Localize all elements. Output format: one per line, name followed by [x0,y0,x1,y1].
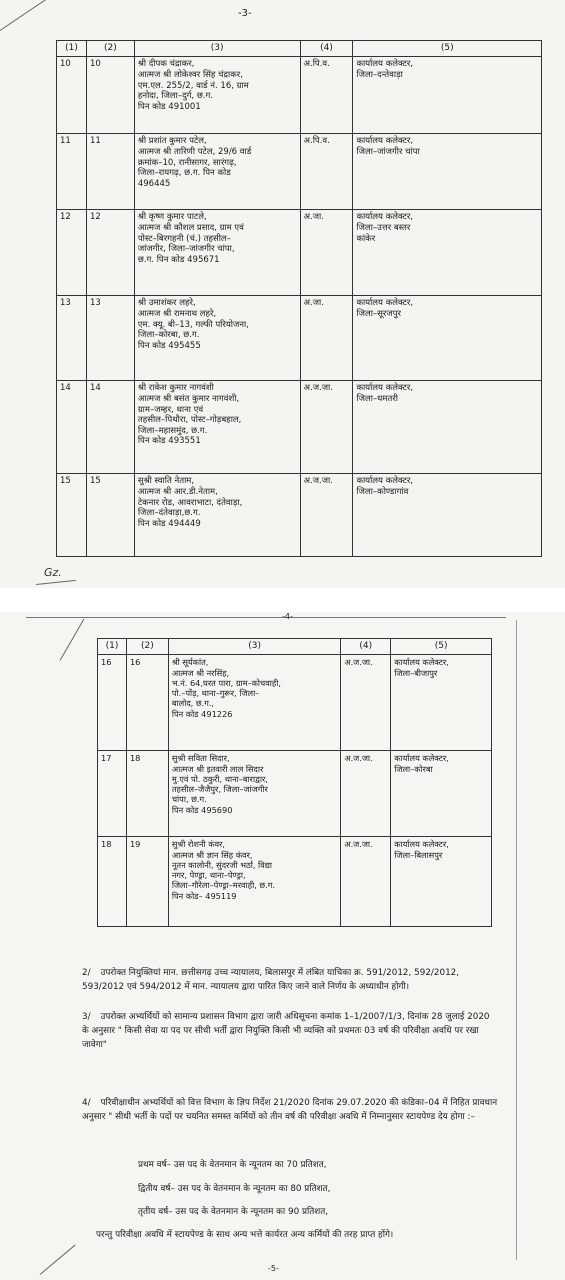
posting-office-cell [353,474,542,557]
office-line: जिला–दन्तेवाड़ा [356,69,403,80]
merit-number-cell: 13 [86,296,134,381]
merit-number-cell: 10 [86,57,134,134]
paragraph-4 [82,1096,498,1124]
address-line: भ.नं. 64,घरत पारा, ग्राम–कोचवाही, [171,677,281,688]
table-row [57,474,542,557]
footer-page-number: -5- [268,1264,279,1273]
posting-office-cell [353,134,542,210]
pin-code: पिन कोड 494449 [137,518,201,529]
category-cell: अ.पि.व. [300,57,353,134]
col-header-3: (3) [134,41,300,57]
address-line: एम. क्यू. बी–13, गल्फी परियोजना, [137,319,249,330]
col-header-1: (1) [98,639,127,655]
posting-office-cell [391,655,492,751]
paragraph-number: 4/ [82,1098,91,1108]
candidate-table-1 [56,40,542,557]
category-cell: अ.ज.जा. [300,474,353,557]
table-row [57,210,542,296]
category-cell: अ.जा. [300,296,353,381]
col-header-2: (2) [126,639,168,655]
candidate-table-2 [97,638,492,927]
serial-number-cell: 10 [57,57,87,134]
col-header-4: (4) [300,41,353,57]
category-cell: अ.ज.जा. [341,655,391,751]
office-line: कार्यालय कलेक्टर, [356,212,414,223]
office-line: जिला–सूरजपुर [356,308,401,319]
document-page-1 [0,0,565,588]
address-line: जिला–रायगढ़, छ.ग. पिन कोड [137,168,231,179]
posting-office-cell [391,837,492,927]
candidate-details-cell [134,296,300,381]
paragraph-text: उपरोक्त नियुक्तियां मान. छत्तीसगढ़ उच्च न्यायालय, बिलासपुर में लंबित याचिका क्र. 591/2012, 592/2012, 593/2012 एवं 594/2012 में मान. न्यायालय द्वारा पारित किए जाने वाले निर्णय के अध्याधीन होगी। [82,968,460,992]
posting-office-cell [353,210,542,296]
address-line: जिला–महासमुंद, छ.ग. [137,425,208,436]
address-line: जांजगीर, जिला–जांजगीर चांपा, [137,244,235,255]
table-header-row [98,639,492,655]
page-number: -4- [282,612,293,621]
address-line: पोस्ट–बिरगहनी (चं.) तहसील– [137,233,231,244]
address-line: आत्मज श्री तारिणी पटेल, 29/6 वार्ड [137,146,252,157]
paragraph-number: 2/ [82,968,91,978]
page-right-edge [516,620,517,1260]
page-fold-line [60,619,85,661]
office-line: कार्यालय कलेक्टर, [356,136,414,147]
col-header-2: (2) [86,41,134,57]
candidate-details-cell [168,837,340,927]
office-line: कार्यालय कलेक्टर, [356,476,414,487]
posting-office-cell [353,381,542,474]
stipend-year-2: द्वितीय वर्ष– उस पद के वेतनमान के न्यूनतम का 80 प्रतिशत, [138,1184,331,1194]
address-line: आत्मज श्री लोकेश्वर सिंह चंद्राकर, [137,69,243,80]
merit-number-cell: 18 [126,751,168,837]
posting-office-cell [353,296,542,381]
col-header-3: (3) [168,639,340,655]
table-row [57,134,542,210]
page-number: -3- [238,8,252,19]
address-line: हनोदा, जिला–दुर्ग, छ.ग. [137,91,213,102]
address-line: जिला–गौरेला–पेण्ड्रा–मरवाही, छ.ग. [171,880,275,891]
office-line: कार्यालय कलेक्टर, [356,59,414,70]
office-line: कांकेर [356,233,376,244]
address-line: आत्मज श्री बसंत कुमार नागवंशी, [137,393,240,404]
signature-stroke [36,580,76,585]
table-row [98,837,492,927]
address-line: सुश्री सविता सिदार, [171,753,230,764]
category-cell: अ.ज.जा. [341,751,391,837]
paragraph-text: उपरोक्त अभ्यर्थियों को सामान्य प्रशासन विभाग द्वारा जारी अधिसूचना कमांक 1–1/2007/1/3, दिनांक 28 जुलाई 2020 के अनुसार " किसी सेवा या पद पर सीधी भर्ती द्वारा नियुक्ति किसी भी व्यक्ति को प्रथमतः 03 वर्ष की परिवीक्षा अवधि पर रखा जावेगा" [82,1012,490,1050]
col-header-1: (1) [57,41,87,57]
office-line: जिला–कोण्डागांव [356,486,409,497]
pin-code: पिन कोड 491001 [137,101,201,112]
paragraph-text: परिवीक्षाधीन अभ्यर्थियों को वित्त विभाग के ज्ञिप निर्देश 21/2020 दिनांक 29.07.2020 की कंडिका–04 में निहित प्रावधान अनुसार " सीधी भर्ती के पदों पर चयनित समस्त कर्मियों को तीन वर्ष की परिवीक्षा अवधि में निम्नानुसार स्टायपेण्ड देय होगा :– [82,1098,498,1122]
paragraph-3 [82,1010,498,1052]
office-line: कार्यालय कलेक्टर, [394,657,449,668]
address-line: श्री सूर्यकांत, [171,657,209,668]
address-line: सुश्री स्वाति नेताम, [137,476,195,487]
merit-number-cell: 19 [126,837,168,927]
category-cell: अ.ज.जा. [300,381,353,474]
serial-number-cell: 14 [57,381,87,474]
table-row [57,296,542,381]
serial-number-cell: 18 [98,837,127,927]
office-line: कार्यालय कलेक्टर, [394,753,449,764]
address-line: तहसील–जैजैपुर, जिला–जांजगीर [171,784,268,794]
pin-code: पिन कोड– 495119 [171,890,237,901]
serial-number-cell: 12 [57,210,87,296]
serial-number-cell: 13 [57,296,87,381]
address-line: बालोद, छ.ग., [171,698,215,709]
address-line: आत्मज श्री कौशल प्रसाद, ग्राम एवं [137,222,244,233]
stipend-year-3: तृतीय वर्ष– उस पद के वेतनमान के न्यूनतम का 90 प्रतिशत, [138,1207,329,1217]
address-line: आत्मज श्री इतवारी लाल सिदार [171,763,264,774]
initials-signature: Gz. [44,566,62,579]
address-line: नगर, पेण्ड्रा, थाना–पेण्ड्रा, [171,870,246,880]
office-line: जिला–बिलासपुर [394,849,443,860]
office-line: जिला–जांजगीर चांपा [356,146,420,157]
candidate-details-cell [134,381,300,474]
office-line: जिला–धमतरी [356,393,398,404]
office-line: कार्यालय कलेक्टर, [356,298,414,309]
table-row [98,751,492,837]
pin-code: छ.ग. पिन कोड 495671 [137,254,220,265]
address-line: श्री उमाशंकर लहरे, [137,298,196,309]
posting-office-cell [391,751,492,837]
pin-code: पिन कोड 495455 [137,340,201,351]
address-line: मु.एवं पो. ठकुरी, थाना–बाराद्वार, [171,773,268,784]
office-line: जिला–उत्तर बस्तर [356,222,411,233]
office-line: जिला–कोरबा [394,763,433,774]
candidate-details-cell [168,655,340,751]
page-top-edge [26,617,506,618]
col-header-4: (4) [341,639,391,655]
serial-number-cell: 15 [57,474,87,557]
category-cell: अ.जा. [300,210,353,296]
candidate-details-cell [134,210,300,296]
address-line: जिला–दंतेवाड़ा,छ.ग. [137,508,201,519]
paragraph-2 [82,966,498,994]
serial-number-cell: 16 [98,655,127,751]
address-line: पो.–पोंड़, थाना–गुरूर, जिला– [171,688,260,698]
category-cell: अ.पि.व. [300,134,353,210]
pin-code: पिन कोड 495690 [171,804,233,815]
address-line: तहसील–पिथौरा, पोस्ट–गोड़बहाल, [137,415,242,426]
pin-code: पिन कोड 491226 [171,708,233,719]
col-header-5: (5) [353,41,542,57]
page-fold-line [0,0,46,31]
address-line: श्री कृष्ण कुमार पाटले, [137,212,207,223]
table-row [57,381,542,474]
document-page-2 [0,612,565,1280]
pin-code: पिन कोड 493551 [137,436,201,447]
candidate-details-cell [134,57,300,134]
address-line: आत्मज श्री नरसिंह, [171,667,230,678]
table-row [57,57,542,134]
serial-number-cell: 11 [57,134,87,210]
candidate-details-cell [168,751,340,837]
table-row [98,655,492,751]
address-line: श्री प्रशांत कुमार पटेल, [137,136,207,147]
address-line: क्रमांक–10, रानीसागर, सारंगढ़, [137,157,237,168]
office-line: कार्यालय कलेक्टर, [356,383,414,394]
address-line: आत्मज श्री ज्ञान सिंह कंवर, [171,849,253,860]
serial-number-cell: 17 [98,751,127,837]
address-line: ग्राम–जम्हर, थाना एवं [137,404,204,415]
candidate-details-cell [134,474,300,557]
address-line: नूतन कालोनी, सुंदरजी भर्ठा, विद्या [171,859,272,870]
closing-paragraph: परन्तु परिवीक्षा अवधि में स्टायपेण्ड के साथ अन्य भत्ते कार्यरत अन्य कर्मियों की तरह प्राप्त होंगे। [96,1230,394,1240]
address-line: एम.एल. 255/2, वार्ड नं. 16, ग्राम [137,80,249,91]
merit-number-cell: 15 [86,474,134,557]
address-line: चांपा, छ.ग. [171,794,207,805]
table-header-row [57,41,542,57]
address-line: श्री दीपक चंद्राकर, [137,59,195,70]
category-cell: अ.ज.जा. [341,837,391,927]
address-line: जिला–कोरबा, छ.ग. [137,330,200,341]
merit-number-cell: 14 [86,381,134,474]
address-line: आत्मज श्री आर.डी.नेताम, [137,486,218,497]
signature-stroke [40,1245,76,1275]
address-line: आत्मज श्री रामनाथ लहरे, [137,308,217,319]
merit-number-cell: 11 [86,134,134,210]
posting-office-cell [353,57,542,134]
candidate-details-cell [134,134,300,210]
pin-code: 496445 [137,178,171,189]
stipend-year-1: प्रथम वर्ष– उस पद के वेतनमान के न्यूनतम का 70 प्रतिशत, [138,1160,327,1170]
address-line: टेकनार रोड, आवराभाटा, दंतेवाड़ा, [137,497,243,508]
address-line: श्री राकेश कुमार नागवंशी [137,383,214,394]
office-line: कार्यालय कलेक्टर, [394,839,449,850]
merit-number-cell: 12 [86,210,134,296]
address-line: सुश्री रोशनी कंवर, [171,839,226,850]
col-header-5: (5) [391,639,492,655]
merit-number-cell: 16 [126,655,168,751]
paragraph-number: 3/ [82,1012,91,1022]
office-line: जिला–बीजापुर [394,667,438,678]
